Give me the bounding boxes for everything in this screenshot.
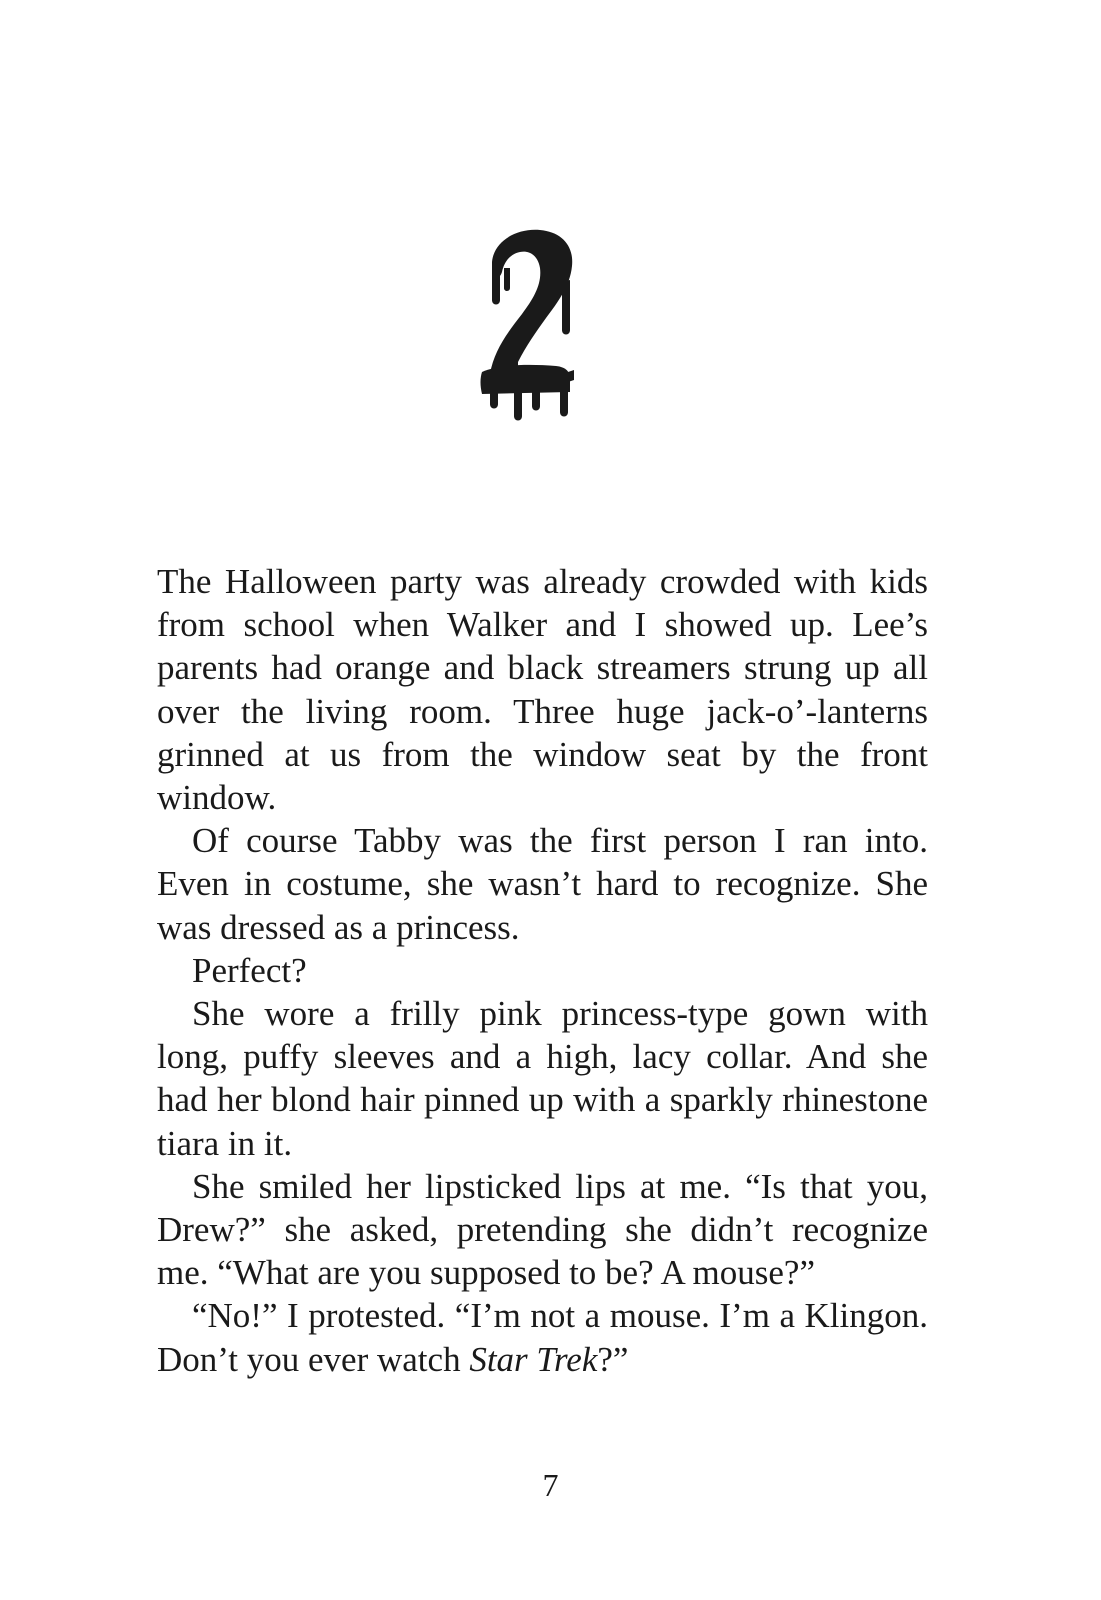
paragraph: Perfect? [192,950,307,990]
paragraph-text: ?” [597,1339,629,1379]
paragraph: The Halloween party was already crowded with kids from school when Walker and I showed up. Lee’s parents had orange and black streamers strung up all over the living room. Three huge jack-o’-lanterns grinned at us from the window seat by the front window. [157,562,928,818]
chapter-number [470,222,590,432]
paragraph: Of course Tabby was the first person I ran into. Even in costume, she wasn’t hard to recognize. She was dressed as a princess. [157,821,928,947]
show-title: Star Trek [469,1339,598,1379]
paragraph [157,1294,928,1380]
paragraph: She smiled her lipsticked lips at me. “Is that you, Drew?” she asked, pretending she didn’t recognize me. “What are you supposed to be? A mouse?” [157,1166,928,1293]
dripping-numeral-icon [470,222,590,432]
paragraph-text: “No!” I protested. “I’m not a mouse. I’m a Klingon. Don’t you ever watch [157,1296,928,1379]
paragraph: She wore a frilly pink princess-type gown with long, puffy sleeves and a high, lacy collar. And she had her blond hair pinned up with a sparkly rhinestone tiara in it. [157,994,928,1163]
chapter-body [157,560,928,1381]
page-number: 7 [542,1467,559,1503]
